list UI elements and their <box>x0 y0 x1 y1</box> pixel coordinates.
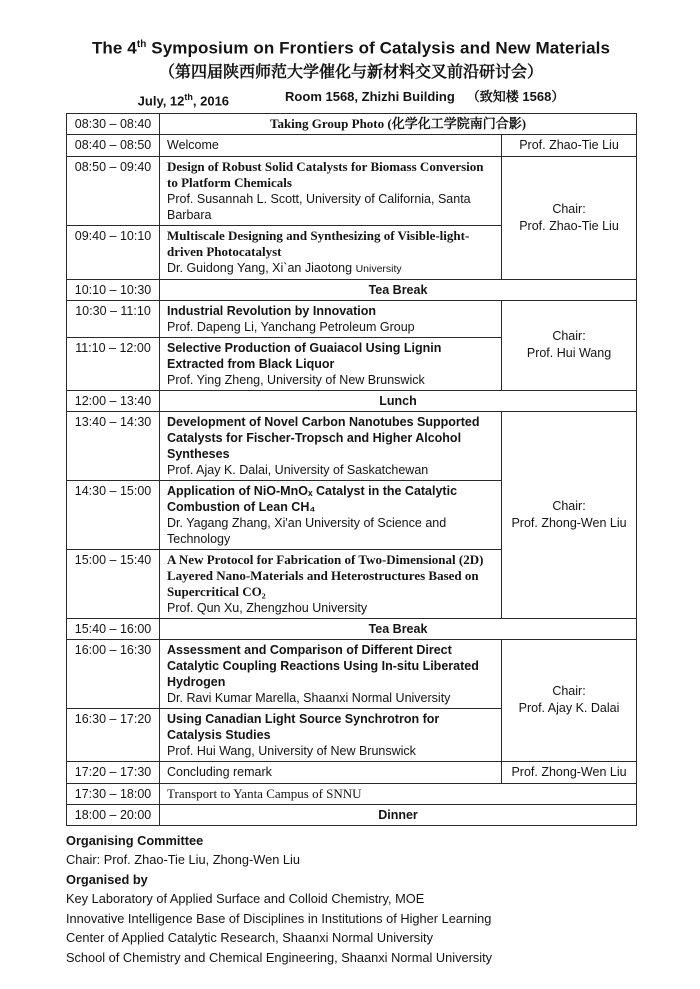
talk-cell <box>160 225 502 279</box>
schedule-row <box>67 279 637 300</box>
session-span-cell: Tea Break <box>160 279 637 300</box>
organiser-line: Center of Applied Catalytic Research, Shaanxi Normal University <box>66 930 434 946</box>
session-span-cell: Transport to Yanta Campus of SNNU <box>160 783 637 804</box>
talk-title: Assessment and Comparison of Different Direct Catalytic Coupling Reactions Using In-situ Liberated Hydrogen <box>167 642 479 689</box>
talk-speaker-affiliation-small: University <box>355 262 402 275</box>
schedule-row <box>67 300 637 337</box>
event-venue-chinese: （致知楼 1568） <box>466 88 565 104</box>
spacer <box>455 87 467 111</box>
schedule-row <box>67 618 637 639</box>
chair-name: Prof. Zhao-Tie Liu <box>519 218 619 233</box>
chair-label: Chair: <box>552 498 586 513</box>
talk-speaker: Prof. Ajay K. Dalai, University of Saskatchewan <box>167 462 429 477</box>
time-cell: 10:10 – 10:30 <box>67 279 160 300</box>
organising-footer <box>66 831 636 968</box>
schedule-row <box>67 804 637 825</box>
talk-speaker: Prof. Hui Wang, University of New Brunswick <box>167 743 416 758</box>
talk-title: Application of NiO-MnOₓ Catalyst in the Catalytic Combustion of Lean CH₄ <box>167 483 458 514</box>
time-cell: 16:00 – 16:30 <box>67 639 160 708</box>
spacer <box>229 87 285 111</box>
time-cell: 11:10 – 12:00 <box>67 337 160 390</box>
talk-title: Development of Novel Carbon Nanotubes Supported Catalysts for Fischer-Tropsch and Higher Alcohol Syntheses <box>167 414 480 461</box>
organiser-line: Innovative Intelligence Base of Disciplines in Institutions of Higher Learning <box>66 910 492 926</box>
organised-by-heading: Organised by <box>66 871 148 887</box>
chair-cell <box>502 300 637 390</box>
organiser-line: Key Laboratory of Applied Surface and Colloid Chemistry, MOE <box>66 891 425 907</box>
chair-cell <box>502 156 637 279</box>
page-title <box>66 34 636 60</box>
time-cell: 08:40 – 08:50 <box>67 134 160 156</box>
page-subtitle-chinese: （第四届陕西师范大学催化与新材料交叉前沿研讨会） <box>158 63 543 81</box>
talk-cell <box>160 480 502 549</box>
time-cell: 17:30 – 18:00 <box>67 783 160 804</box>
chair-label: Chair: <box>552 201 586 216</box>
time-cell: 10:30 – 11:10 <box>67 300 160 337</box>
talk-title: Industrial Revolution by Innovation <box>167 303 377 318</box>
talk-cell <box>160 337 502 390</box>
event-venue: Room 1568, Zhizhi Building <box>285 88 455 104</box>
schedule-row <box>67 156 637 225</box>
title-ordinal-superscript: th <box>136 39 147 50</box>
time-cell: 18:00 – 20:00 <box>67 804 160 825</box>
chair-cell: Prof. Zhao-Tie Liu <box>502 134 637 156</box>
session-span-cell: Lunch <box>160 390 637 411</box>
time-cell: 17:20 – 17:30 <box>67 761 160 783</box>
session-span-cell: Tea Break <box>160 618 637 639</box>
chair-cell <box>502 411 637 618</box>
schedule-row <box>67 134 637 156</box>
talk-title: Using Canadian Light Source Synchrotron for Catalysis Studies <box>167 711 440 742</box>
time-cell: 08:30 – 08:40 <box>67 113 160 134</box>
time-cell: 16:30 – 17:20 <box>67 708 160 761</box>
talk-title: A New Protocol for Fabrication of Two-Dimensional (2D) Layered Nano-Materials and Heterostructures Based on Supercritical CO₂ <box>167 551 484 599</box>
talk-speaker: Dr. Guidong Yang, Xi`an Jiaotong University <box>167 260 402 275</box>
talk-title: Selective Production of Guaiacol Using Lignin Extracted from Black Liquor <box>167 340 442 371</box>
time-cell: 14:30 – 15:00 <box>67 480 160 549</box>
talk-speaker: Prof. Ying Zheng, University of New Brunswick <box>167 372 425 387</box>
organiser-line: School of Chemistry and Chemical Engineering, Shaanxi Normal University <box>66 949 493 965</box>
time-cell: 13:40 – 14:30 <box>67 411 160 480</box>
schedule-table <box>66 113 637 826</box>
session-cell: Concluding remark <box>160 761 502 783</box>
schedule-row <box>67 783 637 804</box>
schedule-row <box>67 113 637 134</box>
time-cell: 15:00 – 15:40 <box>67 549 160 618</box>
talk-cell <box>160 708 502 761</box>
chair-cell <box>502 639 637 761</box>
committee-heading: Organising Committee <box>66 832 204 848</box>
chair-cell: Prof. Zhong-Wen Liu <box>502 761 637 783</box>
talk-speaker: Prof. Susannah L. Scott, University of California, Santa Barbara <box>167 191 471 222</box>
talk-speaker: Dr. Ravi Kumar Marella, Shaanxi Normal University <box>167 690 451 705</box>
talk-cell <box>160 300 502 337</box>
date-venue-line <box>66 87 636 111</box>
event-date: July, 12th, 2016 <box>137 91 230 108</box>
session-cell: Welcome <box>160 134 502 156</box>
committee-chair: Chair: Prof. Zhao-Tie Liu, Zhong-Wen Liu <box>66 852 301 868</box>
schedule-row <box>67 390 637 411</box>
chair-label: Chair: <box>552 684 586 699</box>
talk-cell <box>160 549 502 618</box>
talk-speaker: Dr. Yagang Zhang, Xi'an University of Science and Technology <box>167 515 447 546</box>
title-suffix: Symposium on Frontiers of Catalysis and New Materials <box>146 38 611 58</box>
time-cell: 12:00 – 13:40 <box>67 390 160 411</box>
talk-title: Multiscale Designing and Synthesizing of Visible-light-driven Photocatalyst <box>167 227 470 259</box>
session-span-cell: Dinner <box>160 804 637 825</box>
talk-speaker: Prof. Dapeng Li, Yanchang Petroleum Group <box>167 319 415 334</box>
chair-name: Prof. Ajay K. Dalai <box>518 701 620 716</box>
title-prefix: The 4 <box>91 38 137 58</box>
time-cell: 15:40 – 16:00 <box>67 618 160 639</box>
schedule-row <box>67 761 637 783</box>
time-cell: 09:40 – 10:10 <box>67 225 160 279</box>
talk-cell <box>160 411 502 480</box>
talk-title: Design of Robust Solid Catalysts for Biomass Conversion to Platform Chemicals <box>167 158 484 190</box>
time-cell: 08:50 – 09:40 <box>67 156 160 225</box>
talk-speaker: Prof. Qun Xu, Zhengzhou University <box>167 600 368 615</box>
talk-cell <box>160 639 502 708</box>
chair-name: Prof. Zhong-Wen Liu <box>511 515 627 530</box>
date-ordinal-superscript: th <box>184 91 193 102</box>
chair-name: Prof. Hui Wang <box>526 346 612 361</box>
schedule-row <box>67 639 637 708</box>
talk-cell <box>160 156 502 225</box>
schedule-row <box>67 411 637 480</box>
session-span-cell: Taking Group Photo (化学化工学院南门合影) <box>160 113 637 134</box>
chair-label: Chair: <box>552 329 586 344</box>
